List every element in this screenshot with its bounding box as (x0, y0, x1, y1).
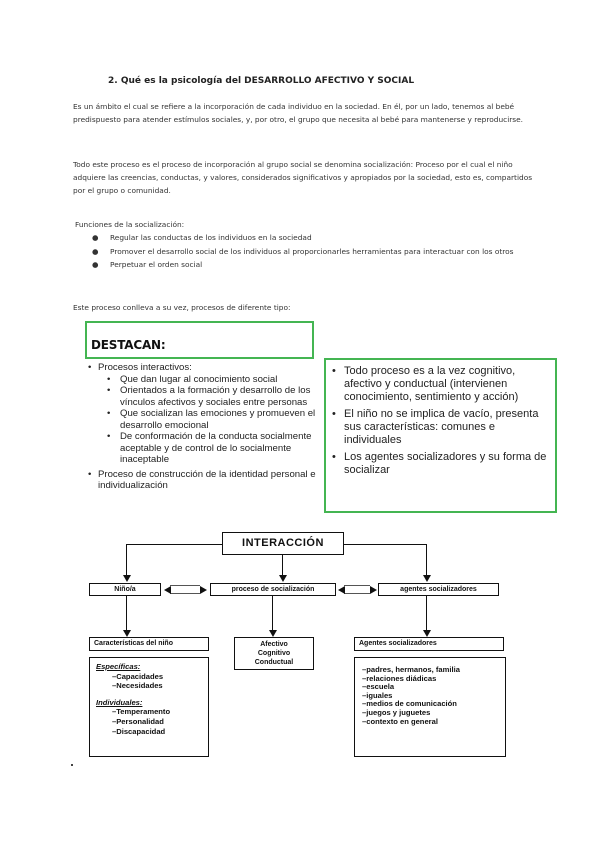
bullet-icon: • (88, 362, 92, 373)
list-item: –Personalidad (112, 716, 164, 726)
list-item: –padres, hermanos, familia (362, 665, 460, 674)
list-item: • Que socializan las emociones y promueven el desarrollo emocional (107, 408, 316, 431)
bullet-icon: • (332, 365, 336, 377)
list-item: ● Regular las conductas de los individuos en la sociedad (92, 231, 537, 245)
section-heading: 2. Qué es la psicología del DESARROLLO AFECTIVO Y SOCIAL (108, 76, 415, 86)
connector-line (272, 596, 273, 632)
caracteristicas-list-box (89, 657, 209, 757)
proceso-box: proceso de socialización (210, 583, 336, 596)
bullet-icon: • (332, 451, 336, 463)
list-item: –juegos y juguetes (362, 707, 431, 717)
page-mark (71, 764, 73, 766)
destacan-title: DESTACAN: (91, 338, 166, 352)
bullet-icon: • (107, 408, 111, 419)
funciones-title: Funciones de la socialización: (75, 220, 185, 229)
list-item: –Discapacidad (112, 726, 166, 736)
aspectos-box (234, 637, 314, 670)
list-item: • Orientados a la formación y desarrollo de los vínculos afectivos y sociales entre personas (107, 385, 311, 408)
connector-line (426, 596, 427, 632)
list-item: –medios de comunicación (362, 699, 457, 709)
list-item: ● Promover el desarrollo social de los individuos al proporcionarles herramientas para interactuar con los otros (92, 245, 537, 259)
bullet-icon: ● (92, 260, 99, 269)
agentes-list-box (354, 657, 506, 757)
list-item: –Necesidades (112, 681, 163, 691)
list-item: ● Perpetuar el orden social (92, 258, 537, 272)
nino-box: Niño/a (89, 583, 161, 596)
arrow-left-icon (164, 586, 171, 594)
list-item: • De conformación de la conducta socialmente aceptable y de control de lo socialmente inaceptable (107, 431, 312, 465)
list-item: • Todo proceso es a la vez cognitivo, afectivo y conductual (intervienen conocimiento, sentimiento y acción) (332, 365, 519, 403)
interaccion-diagram (86, 530, 526, 762)
arrow-right-icon (370, 586, 377, 594)
paragraph-1: Es un ámbito el cual se refiere a la incorporación de cada individuo en la sociedad. En él, por un lado, tenemos al bebé predispuesto para atender estímulos sociales, y, por otro, el grupo que necesita al bebé para mantenerse y reproducirse. (73, 102, 524, 124)
list-item: –Temperamento (112, 707, 171, 717)
list-item: • El niño no se implica de vacío, presenta sus características: comunes e individuales (332, 408, 539, 446)
arrow-right-icon (200, 586, 207, 594)
list-item: • Los agentes socializadores y su forma de socializar (332, 451, 547, 476)
destacan-figure (85, 321, 557, 516)
individuales-label: Individuales: (96, 697, 143, 707)
tipo-text: Este proceso conlleva a su vez, procesos de diferente tipo: (73, 303, 291, 312)
bullet-icon: • (107, 385, 111, 396)
bullet-icon: ● (92, 246, 99, 256)
connector-line (126, 544, 127, 578)
list-item: –contexto en general (362, 716, 438, 726)
list-item: –escuela (362, 682, 395, 692)
list-item: • Que dan lugar al conocimiento social (107, 373, 278, 385)
connector-line (426, 544, 427, 578)
arrow-down-icon (269, 630, 277, 637)
especificas-label: Específicas: (96, 662, 141, 671)
bullet-icon: • (107, 431, 111, 442)
aspecto-label: Afectivo (260, 641, 288, 648)
bullet-icon: • (107, 373, 111, 385)
bullet-icon: • (332, 408, 336, 420)
paragraph-2: Todo este proceso es el proceso de incorporación al grupo social se denomina socialización: Proceso por el cual el niño adquiere las creencias, conductas, y valores, considerados significativos y apropiados por la sociedad, esto es, compartidos por el grupo o comunidad. (73, 160, 533, 195)
list-item: • Procesos interactivos: (88, 362, 192, 373)
agentes-box: agentes socializadores (378, 583, 499, 596)
list-item: –Capacidades (112, 671, 164, 681)
aspecto-label: Cognitivo (257, 650, 291, 657)
destacan-right-box (324, 358, 557, 513)
list-item: • Proceso de construcción de la identidad personal e individualización (88, 468, 316, 491)
arrow-down-icon (423, 575, 431, 582)
double-arrow-line (344, 585, 370, 594)
agentes-title-box: Agentes socializadores (354, 637, 504, 651)
aspecto-label: Conductual (254, 659, 294, 666)
double-arrow-line (170, 585, 200, 594)
bullet-icon: • (88, 468, 92, 480)
caracteristicas-box: Características del niño (89, 637, 209, 651)
bullet-icon: ● (92, 233, 99, 242)
connector-line (126, 596, 127, 632)
arrow-down-icon (123, 575, 131, 582)
list-item: –relaciones diádicas (362, 673, 437, 683)
arrow-down-icon (423, 630, 431, 637)
interaccion-box: INTERACCIÓN (222, 532, 344, 555)
funciones-list (92, 231, 537, 272)
arrow-down-icon (279, 575, 287, 582)
arrow-left-icon (338, 586, 345, 594)
list-item: –iguales (362, 690, 393, 700)
destacan-left-list (88, 362, 320, 492)
arrow-down-icon (123, 630, 131, 637)
